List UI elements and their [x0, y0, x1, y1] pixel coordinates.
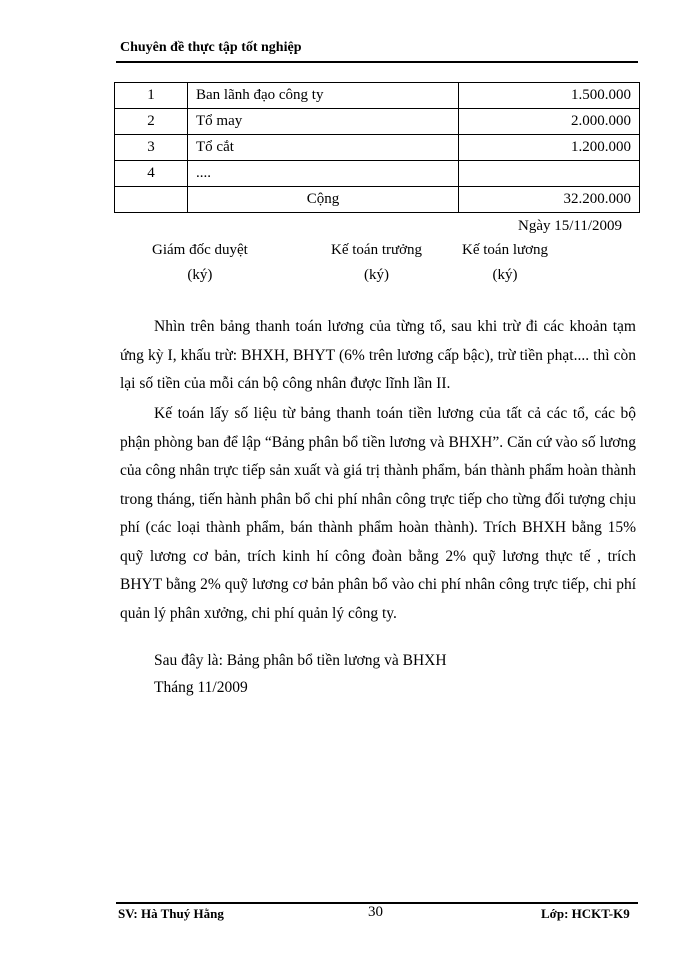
- body-paragraph-2: Kế toán lấy số liệu từ bảng thanh toán tiền lương của tất cả các tổ, các bộ phận phòng ban để lập “Bảng phân bổ tiền lương và BHXH”. Căn cứ vào số lương của công nhân trực tiếp sản xuất và giá trị thành phẩm, bán thành phẩm hoàn thành trong tháng, tiến hành phân bổ chi phí nhân công trực tiếp cho từng đối tượng chịu phí (các loại thành phẩm, bán thành phẩm hoàn thành). Trích BHXH bằng 15% quỹ lương cơ bản, trích kinh hí công đoàn bằng 2% quỹ lương thực tế , trích BHYT bằng 2% quỹ lương cơ bản phân bổ vào chi phí nhân công trực tiếp, chi phí quản lý phân xưởng, chi phí quản lý công ty.: [120, 405, 636, 622]
- row-amount: [459, 161, 640, 187]
- table-intro-line: Sau đây là: Bảng phân bổ tiền lương và BHXH: [154, 652, 447, 669]
- signature-role: Kế toán lương: [462, 242, 549, 258]
- signature-role: Kế toán trưởng: [331, 242, 423, 258]
- signature-mark: (ký): [492, 267, 518, 283]
- total-amount: 32.200.000: [459, 187, 640, 213]
- table-row: [115, 109, 640, 135]
- document-header-title: Chuyên đề thực tập tốt nghiệp: [120, 40, 302, 55]
- payroll-table: [114, 82, 640, 213]
- header-divider: [116, 61, 638, 63]
- total-empty-cell: [115, 187, 188, 213]
- document-date: Ngày 15/11/2009: [518, 218, 623, 234]
- row-amount: 1.200.000: [459, 135, 640, 161]
- row-department: ....: [188, 161, 459, 187]
- body-paragraph-1: Nhìn trên bảng thanh toán lương của từng tổ, sau khi trừ đi các khoản tạm ứng kỳ I, khấu trừ: BHXH, BHYT (6% trên lương cấp bậc), trừ tiền phạt.... thì còn lại số tiền của mỗi cán bộ công nhân được lĩnh lần II.: [120, 318, 636, 392]
- total-label: Cộng: [188, 187, 459, 213]
- signature-director: [152, 242, 248, 284]
- signature-payroll-accountant: [462, 242, 548, 284]
- row-amount: 2.000.000: [459, 109, 640, 135]
- row-department: Tổ may: [188, 109, 459, 135]
- row-number: 1: [115, 83, 188, 109]
- signature-mark: (ký): [187, 267, 213, 283]
- row-number: 2: [115, 109, 188, 135]
- footer-page-number: 30: [368, 904, 383, 920]
- table-row: [115, 161, 640, 187]
- row-number: 3: [115, 135, 188, 161]
- signature-chief-accountant: [331, 242, 422, 284]
- row-department: Tổ cắt: [188, 135, 459, 161]
- table-row: [115, 83, 640, 109]
- row-amount: 1.500.000: [459, 83, 640, 109]
- footer-class: Lớp: HCKT-K9: [541, 906, 630, 921]
- row-number: 4: [115, 161, 188, 187]
- row-department: Ban lãnh đạo công ty: [188, 83, 459, 109]
- table-row: [115, 135, 640, 161]
- footer-student: SV: Hà Thuý Hằng: [118, 906, 224, 921]
- signature-mark: (ký): [364, 267, 390, 283]
- table-month-line: Tháng 11/2009: [154, 679, 248, 696]
- table-total-row: [115, 187, 640, 213]
- signature-role: Giám đốc duyệt: [152, 242, 248, 258]
